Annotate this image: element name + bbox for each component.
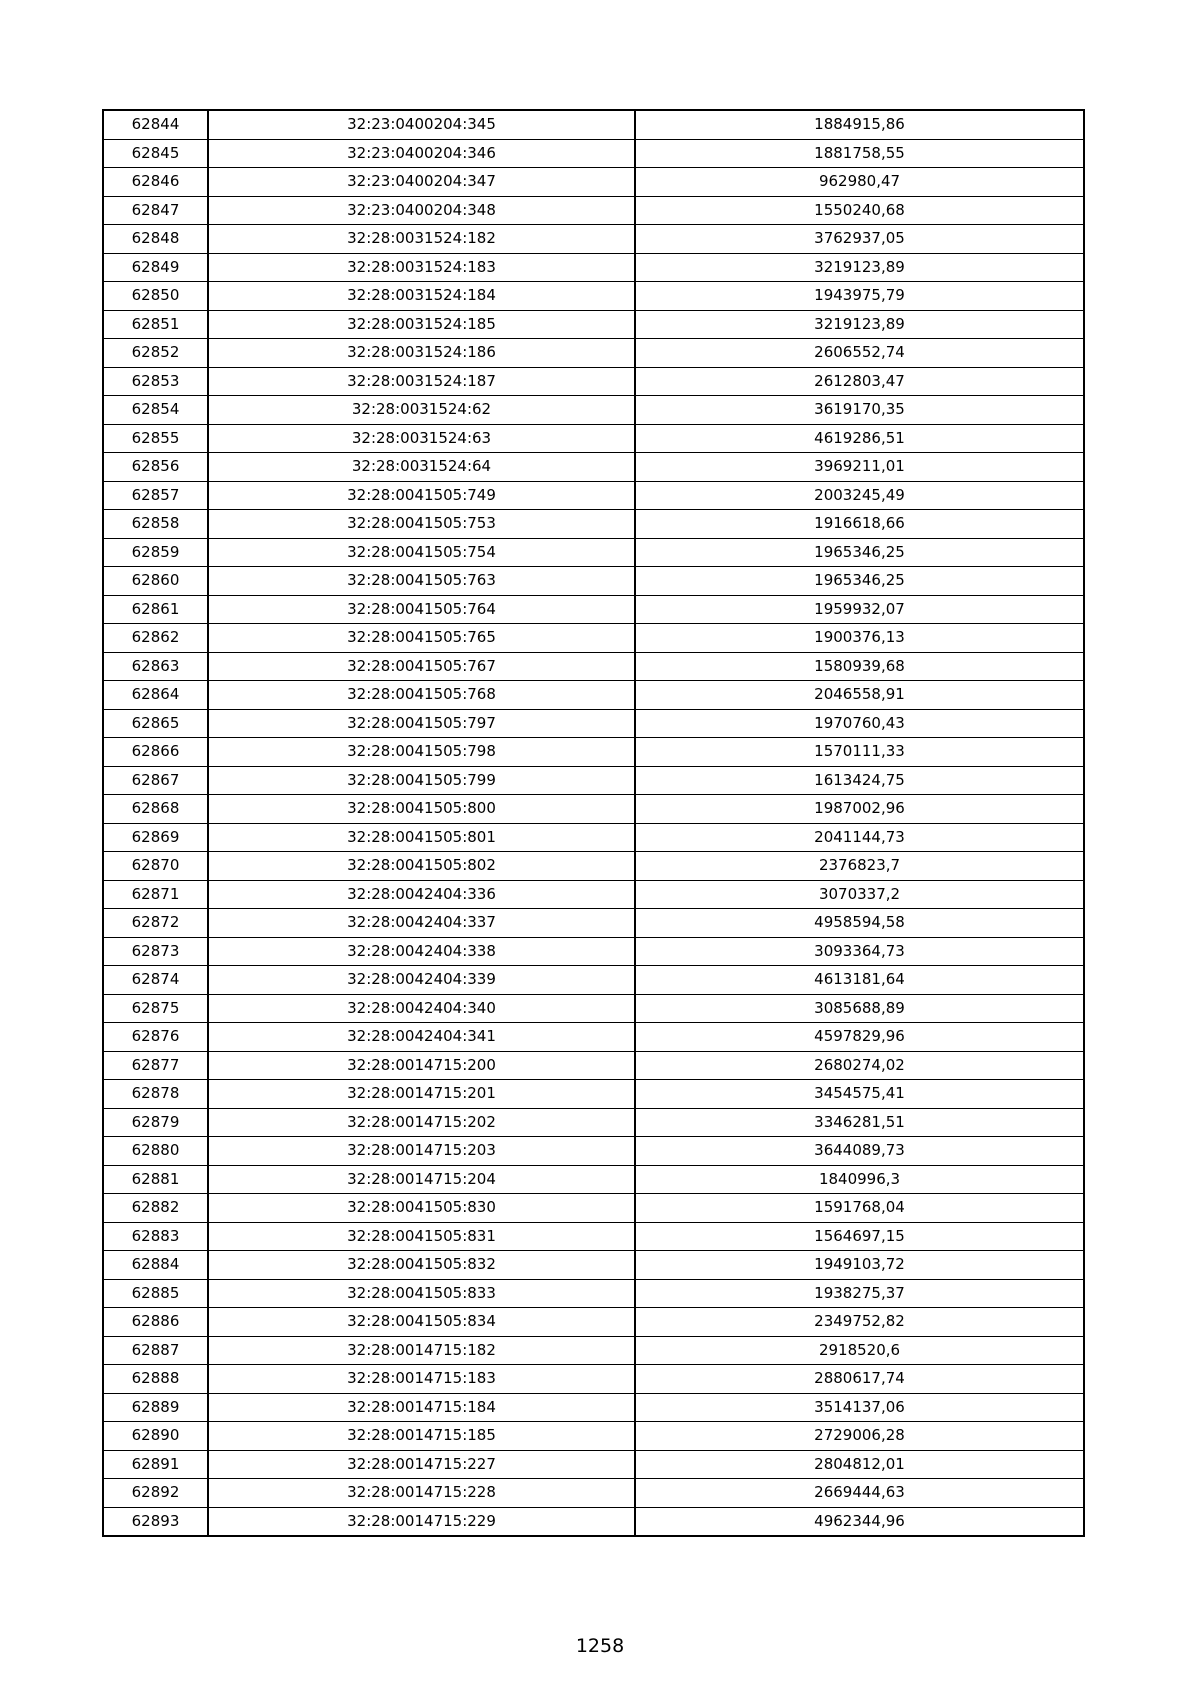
cadastral-number-cell: 32:28:0014715:203 — [208, 1137, 635, 1166]
row-number-cell: 62866 — [103, 738, 208, 767]
table-row — [103, 1308, 1084, 1337]
page-number: 1258 — [575, 1635, 625, 1657]
table-row — [103, 1222, 1084, 1251]
cadastral-number-cell: 32:28:0031524:187 — [208, 367, 635, 396]
value-cell: 3219123,89 — [635, 310, 1084, 339]
cadastral-number-cell: 32:28:0014715:202 — [208, 1108, 635, 1137]
value-cell: 2041144,73 — [635, 823, 1084, 852]
row-number-cell: 62872 — [103, 909, 208, 938]
row-number-cell: 62883 — [103, 1222, 208, 1251]
value-cell: 2680274,02 — [635, 1051, 1084, 1080]
row-number-cell: 62869 — [103, 823, 208, 852]
table-row — [103, 396, 1084, 425]
cadastral-number-cell: 32:28:0041505:749 — [208, 481, 635, 510]
value-cell: 3454575,41 — [635, 1080, 1084, 1109]
row-number-cell: 62871 — [103, 880, 208, 909]
value-cell: 4958594,58 — [635, 909, 1084, 938]
value-cell: 1965346,25 — [635, 567, 1084, 596]
table-row — [103, 909, 1084, 938]
table-row — [103, 1422, 1084, 1451]
cadastral-number-cell: 32:28:0031524:185 — [208, 310, 635, 339]
cadastral-number-cell: 32:28:0014715:227 — [208, 1450, 635, 1479]
cadastral-number-cell: 32:28:0031524:182 — [208, 225, 635, 254]
table-row — [103, 937, 1084, 966]
cadastral-number-cell: 32:28:0014715:200 — [208, 1051, 635, 1080]
cadastral-number-cell: 32:28:0041505:834 — [208, 1308, 635, 1337]
table-row — [103, 282, 1084, 311]
table-row — [103, 1479, 1084, 1508]
row-number-cell: 62873 — [103, 937, 208, 966]
table-row — [103, 595, 1084, 624]
cadastral-number-cell: 32:28:0014715:204 — [208, 1165, 635, 1194]
cadastral-number-cell: 32:28:0014715:228 — [208, 1479, 635, 1508]
row-number-cell: 62880 — [103, 1137, 208, 1166]
value-cell: 1970760,43 — [635, 709, 1084, 738]
value-cell: 2606552,74 — [635, 339, 1084, 368]
table-row — [103, 624, 1084, 653]
value-cell: 3514137,06 — [635, 1393, 1084, 1422]
table-row — [103, 1507, 1084, 1536]
table-row — [103, 481, 1084, 510]
cadastral-number-cell: 32:28:0041505:798 — [208, 738, 635, 767]
row-number-cell: 62862 — [103, 624, 208, 653]
row-number-cell: 62850 — [103, 282, 208, 311]
cadastral-number-cell: 32:28:0014715:182 — [208, 1336, 635, 1365]
table-row — [103, 994, 1084, 1023]
row-number-cell: 62875 — [103, 994, 208, 1023]
cadastral-number-cell: 32:28:0042404:337 — [208, 909, 635, 938]
value-cell: 1938275,37 — [635, 1279, 1084, 1308]
row-number-cell: 62860 — [103, 567, 208, 596]
row-number-cell: 62844 — [103, 110, 208, 139]
value-cell: 3346281,51 — [635, 1108, 1084, 1137]
table-body — [103, 110, 1084, 1536]
row-number-cell: 62892 — [103, 1479, 208, 1508]
table-row — [103, 766, 1084, 795]
cadastral-number-cell: 32:28:0014715:201 — [208, 1080, 635, 1109]
table-row — [103, 1194, 1084, 1223]
table-row — [103, 453, 1084, 482]
value-cell: 2003245,49 — [635, 481, 1084, 510]
table-row — [103, 738, 1084, 767]
row-number-cell: 62888 — [103, 1365, 208, 1394]
value-cell: 2349752,82 — [635, 1308, 1084, 1337]
table-row — [103, 510, 1084, 539]
value-cell: 3219123,89 — [635, 253, 1084, 282]
table-row — [103, 966, 1084, 995]
cadastral-number-cell: 32:28:0041505:767 — [208, 652, 635, 681]
value-cell: 1564697,15 — [635, 1222, 1084, 1251]
cadastral-number-cell: 32:28:0041505:765 — [208, 624, 635, 653]
table-row — [103, 253, 1084, 282]
row-number-cell: 62863 — [103, 652, 208, 681]
table-row — [103, 225, 1084, 254]
table-row — [103, 567, 1084, 596]
table-row — [103, 1051, 1084, 1080]
row-number-cell: 62855 — [103, 424, 208, 453]
table-row — [103, 1393, 1084, 1422]
value-cell: 1550240,68 — [635, 196, 1084, 225]
value-cell: 962980,47 — [635, 168, 1084, 197]
row-number-cell: 62876 — [103, 1023, 208, 1052]
value-cell: 1591768,04 — [635, 1194, 1084, 1223]
table-row — [103, 196, 1084, 225]
value-cell: 2804812,01 — [635, 1450, 1084, 1479]
cadastral-number-cell: 32:28:0041505:831 — [208, 1222, 635, 1251]
table-row — [103, 1365, 1084, 1394]
value-cell: 1916618,66 — [635, 510, 1084, 539]
value-cell: 2046558,91 — [635, 681, 1084, 710]
value-cell: 3085688,89 — [635, 994, 1084, 1023]
cadastral-number-cell: 32:28:0041505:832 — [208, 1251, 635, 1280]
row-number-cell: 62886 — [103, 1308, 208, 1337]
cadastral-number-cell: 32:28:0031524:186 — [208, 339, 635, 368]
value-cell: 1965346,25 — [635, 538, 1084, 567]
table-row — [103, 709, 1084, 738]
row-number-cell: 62891 — [103, 1450, 208, 1479]
cadastral-value-table — [102, 109, 1085, 1537]
row-number-cell: 62854 — [103, 396, 208, 425]
row-number-cell: 62878 — [103, 1080, 208, 1109]
cadastral-number-cell: 32:28:0042404:336 — [208, 880, 635, 909]
cadastral-number-cell: 32:28:0014715:185 — [208, 1422, 635, 1451]
row-number-cell: 62861 — [103, 595, 208, 624]
table-row — [103, 110, 1084, 139]
table-row — [103, 880, 1084, 909]
value-cell: 4597829,96 — [635, 1023, 1084, 1052]
table-row — [103, 1137, 1084, 1166]
row-number-cell: 62884 — [103, 1251, 208, 1280]
row-number-cell: 62846 — [103, 168, 208, 197]
table-row — [103, 681, 1084, 710]
row-number-cell: 62874 — [103, 966, 208, 995]
value-cell: 3762937,05 — [635, 225, 1084, 254]
cadastral-number-cell: 32:28:0031524:183 — [208, 253, 635, 282]
table-row — [103, 852, 1084, 881]
row-number-cell: 62853 — [103, 367, 208, 396]
table-row — [103, 339, 1084, 368]
table-row — [103, 367, 1084, 396]
row-number-cell: 62864 — [103, 681, 208, 710]
row-number-cell: 62890 — [103, 1422, 208, 1451]
cadastral-number-cell: 32:28:0014715:229 — [208, 1507, 635, 1536]
value-cell: 3070337,2 — [635, 880, 1084, 909]
cadastral-number-cell: 32:28:0031524:64 — [208, 453, 635, 482]
cadastral-number-cell: 32:28:0042404:338 — [208, 937, 635, 966]
cadastral-number-cell: 32:28:0031524:62 — [208, 396, 635, 425]
value-cell: 4619286,51 — [635, 424, 1084, 453]
row-number-cell: 62845 — [103, 139, 208, 168]
row-number-cell: 62882 — [103, 1194, 208, 1223]
cadastral-number-cell: 32:28:0041505:754 — [208, 538, 635, 567]
table-row — [103, 538, 1084, 567]
row-number-cell: 62857 — [103, 481, 208, 510]
value-cell: 1613424,75 — [635, 766, 1084, 795]
value-cell: 1580939,68 — [635, 652, 1084, 681]
cadastral-number-cell: 32:28:0041505:830 — [208, 1194, 635, 1223]
table-row — [103, 1336, 1084, 1365]
table-row — [103, 1108, 1084, 1137]
row-number-cell: 62870 — [103, 852, 208, 881]
value-cell: 4962344,96 — [635, 1507, 1084, 1536]
row-number-cell: 62868 — [103, 795, 208, 824]
table-row — [103, 823, 1084, 852]
value-cell: 3969211,01 — [635, 453, 1084, 482]
value-cell: 1840996,3 — [635, 1165, 1084, 1194]
table-row — [103, 139, 1084, 168]
cadastral-number-cell: 32:28:0031524:63 — [208, 424, 635, 453]
row-number-cell: 62847 — [103, 196, 208, 225]
row-number-cell: 62889 — [103, 1393, 208, 1422]
table-row — [103, 310, 1084, 339]
table-row — [103, 424, 1084, 453]
row-number-cell: 62893 — [103, 1507, 208, 1536]
value-cell: 3093364,73 — [635, 937, 1084, 966]
value-cell: 1959932,07 — [635, 595, 1084, 624]
row-number-cell: 62885 — [103, 1279, 208, 1308]
table-row — [103, 1023, 1084, 1052]
value-cell: 1570111,33 — [635, 738, 1084, 767]
table-row — [103, 1165, 1084, 1194]
table-row — [103, 1080, 1084, 1109]
row-number-cell: 62865 — [103, 709, 208, 738]
row-number-cell: 62881 — [103, 1165, 208, 1194]
row-number-cell: 62852 — [103, 339, 208, 368]
value-cell: 2918520,6 — [635, 1336, 1084, 1365]
cadastral-number-cell: 32:28:0014715:183 — [208, 1365, 635, 1394]
table-row — [103, 1279, 1084, 1308]
cadastral-number-cell: 32:23:0400204:347 — [208, 168, 635, 197]
row-number-cell: 62859 — [103, 538, 208, 567]
row-number-cell: 62879 — [103, 1108, 208, 1137]
row-number-cell: 62849 — [103, 253, 208, 282]
cadastral-number-cell: 32:28:0041505:753 — [208, 510, 635, 539]
cadastral-number-cell: 32:28:0042404:341 — [208, 1023, 635, 1052]
cadastral-number-cell: 32:28:0041505:801 — [208, 823, 635, 852]
cadastral-number-cell: 32:28:0041505:763 — [208, 567, 635, 596]
table-row — [103, 1450, 1084, 1479]
value-cell: 1949103,72 — [635, 1251, 1084, 1280]
cadastral-number-cell: 32:28:0042404:340 — [208, 994, 635, 1023]
row-number-cell: 62887 — [103, 1336, 208, 1365]
row-number-cell: 62877 — [103, 1051, 208, 1080]
row-number-cell: 62848 — [103, 225, 208, 254]
value-cell: 2376823,7 — [635, 852, 1084, 881]
value-cell: 2880617,74 — [635, 1365, 1084, 1394]
cadastral-number-cell: 32:28:0041505:802 — [208, 852, 635, 881]
value-cell: 1900376,13 — [635, 624, 1084, 653]
value-cell: 2669444,63 — [635, 1479, 1084, 1508]
value-cell: 4613181,64 — [635, 966, 1084, 995]
table-row — [103, 652, 1084, 681]
value-cell: 2612803,47 — [635, 367, 1084, 396]
cadastral-number-cell: 32:28:0041505:833 — [208, 1279, 635, 1308]
value-cell: 1987002,96 — [635, 795, 1084, 824]
value-cell: 3644089,73 — [635, 1137, 1084, 1166]
cadastral-number-cell: 32:28:0041505:799 — [208, 766, 635, 795]
row-number-cell: 62858 — [103, 510, 208, 539]
cadastral-number-cell: 32:28:0041505:768 — [208, 681, 635, 710]
value-cell: 2729006,28 — [635, 1422, 1084, 1451]
cadastral-number-cell: 32:28:0041505:800 — [208, 795, 635, 824]
value-cell: 1943975,79 — [635, 282, 1084, 311]
cadastral-number-cell: 32:23:0400204:345 — [208, 110, 635, 139]
cadastral-number-cell: 32:28:0041505:797 — [208, 709, 635, 738]
value-cell: 1881758,55 — [635, 139, 1084, 168]
row-number-cell: 62867 — [103, 766, 208, 795]
table-row — [103, 168, 1084, 197]
cadastral-number-cell: 32:23:0400204:346 — [208, 139, 635, 168]
row-number-cell: 62851 — [103, 310, 208, 339]
value-cell: 1884915,86 — [635, 110, 1084, 139]
value-cell: 3619170,35 — [635, 396, 1084, 425]
table-row — [103, 1251, 1084, 1280]
row-number-cell: 62856 — [103, 453, 208, 482]
cadastral-number-cell: 32:28:0031524:184 — [208, 282, 635, 311]
table-row — [103, 795, 1084, 824]
cadastral-number-cell: 32:23:0400204:348 — [208, 196, 635, 225]
cadastral-number-cell: 32:28:0041505:764 — [208, 595, 635, 624]
cadastral-number-cell: 32:28:0042404:339 — [208, 966, 635, 995]
cadastral-number-cell: 32:28:0014715:184 — [208, 1393, 635, 1422]
